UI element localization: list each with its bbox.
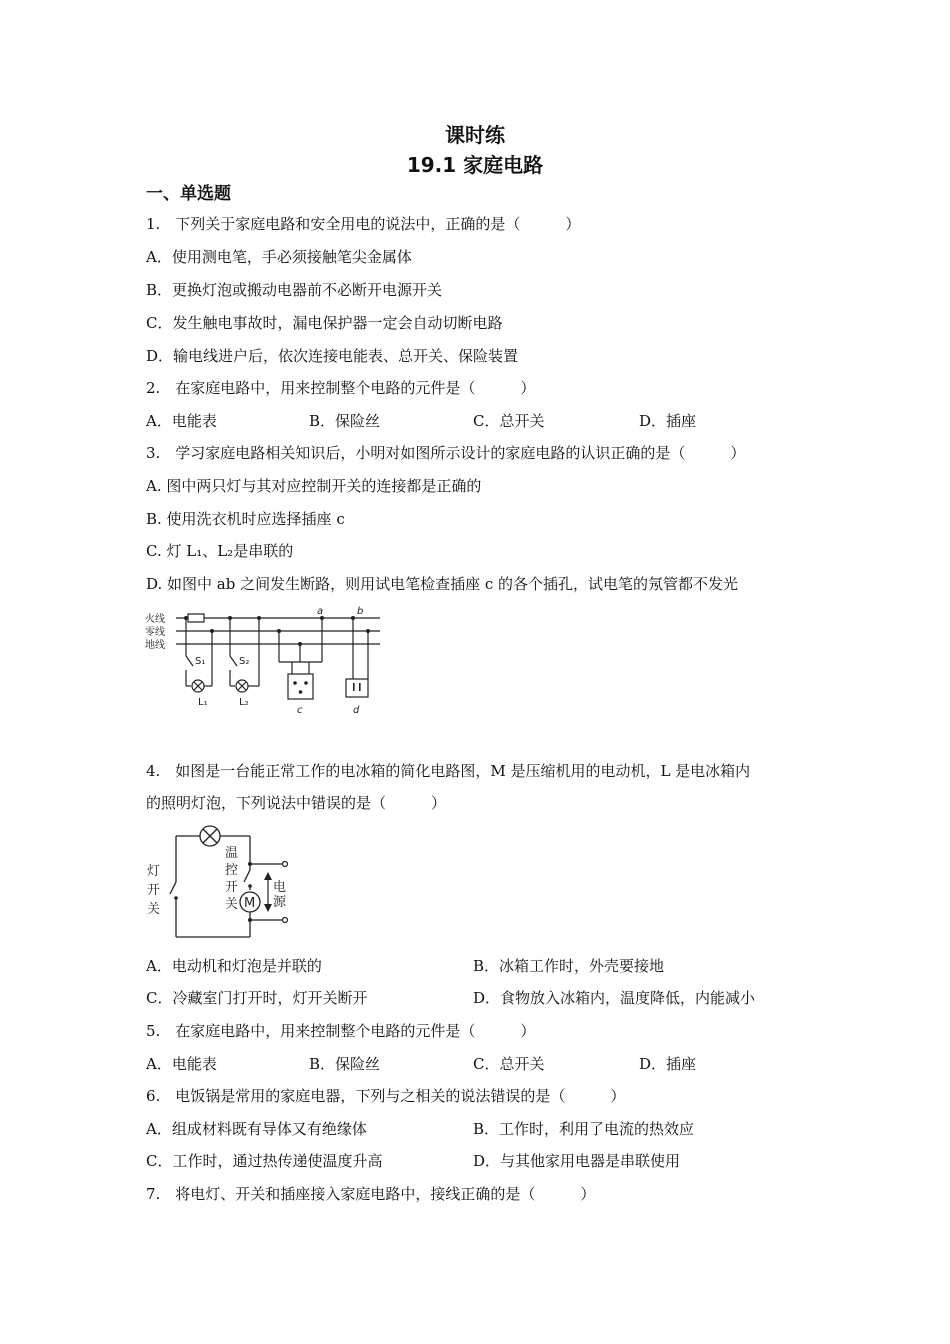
- lamp-switch-label-2: 开: [147, 883, 161, 898]
- question-1-option-d: D．输电线进户后，依次连接电能表、总开关、保险装置: [146, 347, 519, 365]
- question-2-option-b: B．保险丝: [309, 412, 381, 430]
- question-5-option-a: A．电能表: [146, 1055, 217, 1073]
- temp-switch-label-4: 关: [225, 897, 239, 912]
- question-2-option-a: A．电能表: [146, 412, 217, 430]
- page-title: 课时练: [445, 123, 505, 147]
- question-6-option-d: D．与其他家用电器是串联使用: [473, 1152, 681, 1170]
- question-4-stem-line-2: 的照明灯泡，下列说法中错误的是（ ）: [146, 794, 447, 812]
- socket-d-label: d: [353, 705, 360, 716]
- question-4-option-a: A．电动机和灯泡是并联的: [146, 957, 322, 975]
- motor-label: M: [244, 896, 256, 911]
- neutral-wire-label: 零线: [145, 627, 165, 638]
- lamp-l1-label: L₁: [198, 697, 208, 708]
- question-4-option-b: B．冰箱工作时，外壳要接地: [473, 957, 665, 975]
- household-circuit-diagram: [140, 604, 390, 720]
- page-subtitle: 19.1 家庭电路: [406, 153, 544, 177]
- question-5-option-d: D．插座: [639, 1055, 697, 1073]
- lamp-switch-label-3: 关: [147, 902, 161, 917]
- temp-switch-label-2: 控: [225, 863, 239, 878]
- point-b-label: b: [357, 606, 364, 617]
- question-5-stem: 5. 在家庭电路中，用来控制整个电路的元件是（ ）: [146, 1022, 536, 1040]
- switch-s1-label: S₁: [195, 656, 206, 667]
- ground-wire-label: 地线: [145, 640, 165, 651]
- point-a-label: a: [317, 606, 324, 617]
- question-3-option-d: D. 如图中 ab 之间发生断路，则用试电笔检查插座 c 的各个插孔，试电笔的氖管都不发光: [146, 575, 739, 593]
- question-1-option-a: A．使用测电笔，手必须接触笔尖金属体: [146, 248, 412, 266]
- question-2-stem: 2. 在家庭电路中，用来控制整个电路的元件是（ ）: [146, 379, 536, 397]
- question-5-option-c: C．总开关: [473, 1055, 545, 1073]
- question-5-option-b: B．保险丝: [309, 1055, 381, 1073]
- question-3-option-b: B. 使用洗衣机时应选择插座 c: [146, 510, 345, 528]
- power-label-2: 源: [273, 895, 287, 910]
- question-2-option-d: D．插座: [639, 412, 697, 430]
- question-3-option-a: A. 图中两只灯与其对应控制开关的连接都是正确的: [146, 477, 482, 495]
- lamp-l2-label: L₂: [239, 697, 249, 708]
- question-1-option-b: B．更换灯泡或搬动电器前不必断开电源开关: [146, 281, 443, 299]
- question-4-option-c: C．冷藏室门打开时，灯开关断开: [146, 989, 368, 1007]
- question-1-option-c: C．发生触电事故时，漏电保护器一定会自动切断电路: [146, 314, 503, 332]
- temp-switch-label-1: 温: [225, 846, 239, 861]
- socket-c-label: c: [297, 705, 303, 716]
- refrigerator-circuit-diagram: [140, 822, 305, 944]
- question-6-option-b: B．工作时，利用了电流的热效应: [473, 1120, 695, 1138]
- lamp-switch-label-1: 灯: [147, 864, 161, 879]
- section-heading: 一、单选题: [146, 184, 231, 204]
- switch-s2-label: S₂: [239, 656, 250, 667]
- question-3-stem: 3. 学习家庭电路相关知识后，小明对如图所示设计的家庭电路的认识正确的是（ ）: [146, 444, 746, 462]
- question-4-option-d: D．食物放入冰箱内，温度降低，内能减小: [473, 989, 756, 1007]
- question-7-stem: 7. 将电灯、开关和插座接入家庭电路中，接线正确的是（ ）: [146, 1185, 596, 1203]
- question-1-stem: 1. 下列关于家庭电路和安全用电的说法中，正确的是（ ）: [146, 215, 581, 233]
- question-6-stem: 6. 电饭锅是常用的家庭电器，下列与之相关的说法错误的是（ ）: [146, 1087, 626, 1105]
- question-3-option-c: C. 灯 L₁、L₂是串联的: [146, 542, 294, 560]
- power-label-1: 电: [273, 880, 287, 895]
- temp-switch-label-3: 开: [225, 880, 239, 895]
- question-6-option-a: A．组成材料既有导体又有绝缘体: [146, 1120, 367, 1138]
- question-6-option-c: C．工作时，通过热传递使温度升高: [146, 1152, 383, 1170]
- question-2-option-c: C．总开关: [473, 412, 545, 430]
- live-wire-label: 火线: [145, 614, 165, 625]
- question-4-stem-line-1: 4. 如图是一台能正常工作的电冰箱的简化电路图，M 是压缩机用的电动机，L 是电冰箱内: [146, 762, 751, 780]
